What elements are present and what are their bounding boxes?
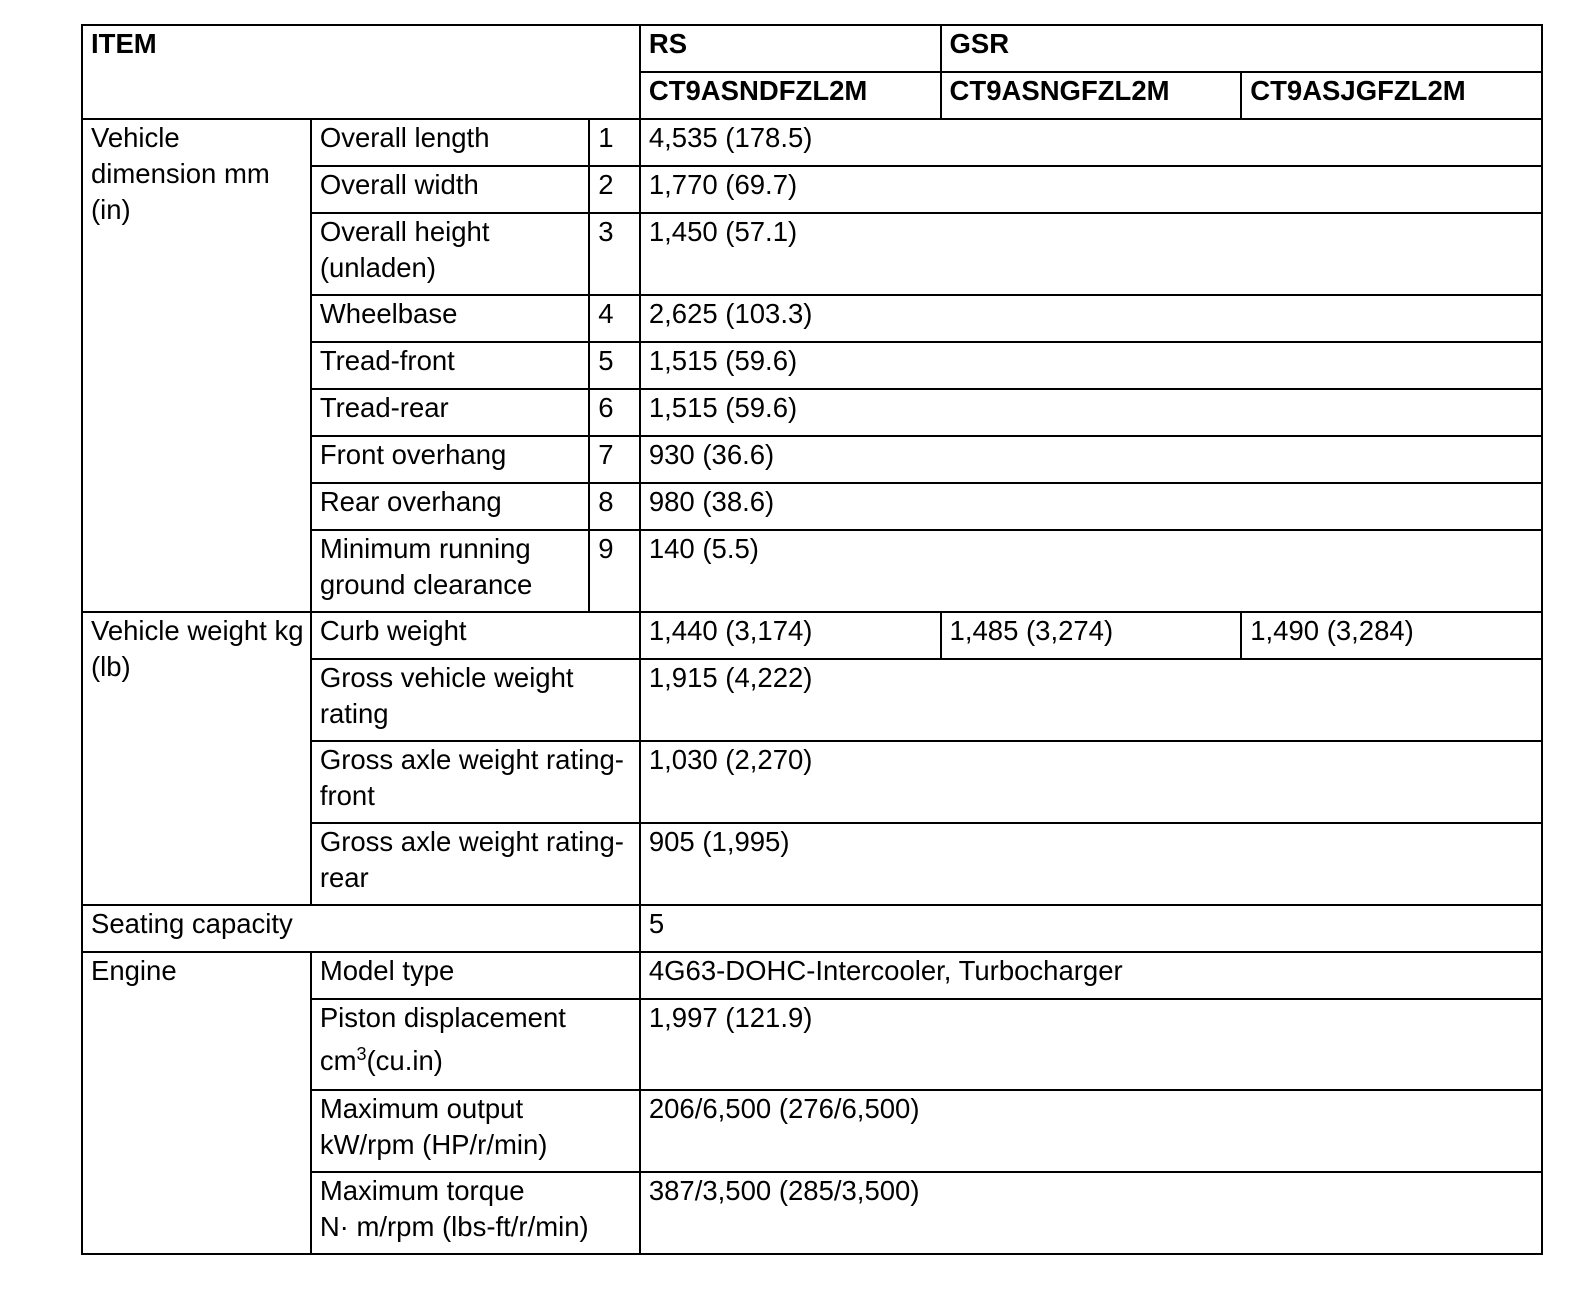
- displacement-unit-exponent: 3: [356, 1043, 367, 1064]
- spec-value: 4G63-DOHC-Intercooler, Turbocharger: [640, 952, 1542, 999]
- gsr-grade-header: GSR: [941, 25, 1542, 72]
- spec-number: 8: [589, 483, 640, 530]
- dimension-group-label: Vehicle dimension mm (in): [82, 119, 311, 612]
- spec-label: Gross vehicle weight rating: [311, 659, 640, 741]
- output-label-line1: Maximum output: [319, 1093, 524, 1124]
- spec-value: 905 (1,995): [640, 823, 1542, 905]
- spec-number: 1: [589, 119, 640, 166]
- displacement-unit-line: [320, 1043, 633, 1079]
- spec-value: 4,535 (178.5): [640, 119, 1542, 166]
- curb-weight-gsr-1: 1,485 (3,274): [941, 612, 1242, 659]
- spec-value: 930 (36.6): [640, 436, 1542, 483]
- table-row: [82, 612, 1542, 659]
- spec-value: 1,515 (59.6): [640, 342, 1542, 389]
- spec-number: 4: [589, 295, 640, 342]
- seating-capacity-value: 5: [640, 905, 1542, 952]
- header-row: [82, 25, 1542, 72]
- spec-label: Overall width: [311, 166, 589, 213]
- spec-label: Tread-rear: [311, 389, 589, 436]
- spec-label: Gross axle weight rating-front: [311, 741, 640, 823]
- spec-value: 1,770 (69.7): [640, 166, 1542, 213]
- spec-label: Front overhang: [311, 436, 589, 483]
- table-row: [82, 905, 1542, 952]
- spec-number: 6: [589, 389, 640, 436]
- curb-weight-rs: 1,440 (3,174): [640, 612, 941, 659]
- spec-label: [311, 1090, 640, 1172]
- spec-label: Gross axle weight rating-rear: [311, 823, 640, 905]
- torque-label-line1: Maximum torque: [319, 1175, 525, 1206]
- seating-capacity-label: Seating capacity: [82, 905, 640, 952]
- spec-number: 2: [589, 166, 640, 213]
- spec-label: [311, 999, 640, 1090]
- spec-label: Tread-front: [311, 342, 589, 389]
- displacement-label-line1: Piston displacement: [319, 1002, 566, 1033]
- spec-value: 980 (38.6): [640, 483, 1542, 530]
- spec-value: 140 (5.5): [640, 530, 1542, 612]
- spec-value: 1,515 (59.6): [640, 389, 1542, 436]
- model-code-rs: CT9ASNDFZL2M: [640, 72, 941, 119]
- spec-label: Rear overhang: [311, 483, 589, 530]
- spec-value: 387/3,500 (285/3,500): [640, 1172, 1542, 1254]
- spec-value: 206/6,500 (276/6,500): [640, 1090, 1542, 1172]
- spec-number: 9: [589, 530, 640, 612]
- spec-label: Wheelbase: [311, 295, 589, 342]
- rs-grade-header: RS: [640, 25, 941, 72]
- spec-label: [311, 1172, 640, 1254]
- table-row: [82, 952, 1542, 999]
- spec-label: Minimum running ground clearance: [311, 530, 589, 612]
- spec-number: 3: [589, 213, 640, 295]
- spec-label: Overall height (unladen): [311, 213, 589, 295]
- torque-label-line2: N· m/rpm (lbs-ft/r/min): [319, 1211, 589, 1242]
- weight-group-label: Vehicle weight kg (lb): [82, 612, 311, 905]
- displacement-unit-tail: (cu.in): [366, 1045, 443, 1076]
- spec-label: Curb weight: [311, 612, 640, 659]
- model-code-gsr-1: CT9ASNGFZL2M: [941, 72, 1242, 119]
- spec-value: 1,030 (2,270): [640, 741, 1542, 823]
- spec-label: Overall length: [311, 119, 589, 166]
- spec-label: Model type: [311, 952, 640, 999]
- specifications-table: [81, 24, 1543, 1255]
- spec-value: 2,625 (103.3): [640, 295, 1542, 342]
- model-code-gsr-2: CT9ASJGFZL2M: [1241, 72, 1542, 119]
- spec-number: 5: [589, 342, 640, 389]
- spec-value: 1,450 (57.1): [640, 213, 1542, 295]
- spec-value: 1,915 (4,222): [640, 659, 1542, 741]
- spec-number: 7: [589, 436, 640, 483]
- engine-group-label: Engine: [82, 952, 311, 1254]
- displacement-unit: cm: [319, 1045, 357, 1076]
- spec-value: 1,997 (121.9): [640, 999, 1542, 1090]
- item-header: ITEM: [82, 25, 640, 119]
- table-row: [82, 119, 1542, 166]
- output-label-line2: kW/rpm (HP/r/min): [319, 1129, 548, 1160]
- curb-weight-gsr-2: 1,490 (3,284): [1241, 612, 1542, 659]
